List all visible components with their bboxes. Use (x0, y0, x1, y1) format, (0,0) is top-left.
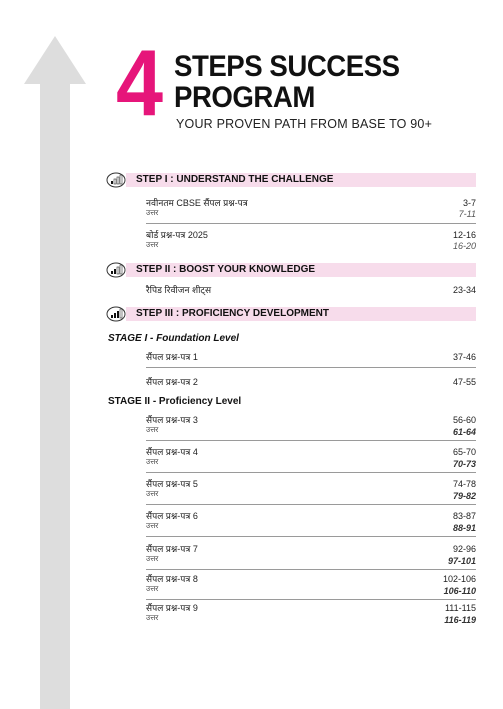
title-line-2: PROGRAM (174, 81, 315, 114)
step-1-header (106, 172, 476, 188)
separator (146, 472, 476, 473)
toc-entry-pages: 37-46 (452, 352, 476, 362)
toc-entry-pages: 56-60 (452, 415, 476, 425)
toc-entry-sub-pages: 88-91 (452, 523, 476, 533)
separator (146, 536, 476, 537)
toc-entry-sub-pages: 97-101 (447, 556, 476, 566)
toc-entry-sub: उत्तर (146, 489, 159, 498)
toc-entry-title[interactable]: बोर्ड प्रश्न-पत्र 2025 (146, 230, 208, 240)
stage-1-label: STAGE I - Foundation Level (108, 333, 239, 344)
title-line-1: STEPS SUCCESS (174, 50, 400, 83)
toc-entry-sub-pages: 79-82 (452, 491, 476, 501)
toc-entry-pages: 3-7 (462, 198, 476, 208)
toc-entry-title[interactable]: सैंपल प्रश्न-पत्र 2 (146, 377, 198, 387)
toc-entry-pages: 92-96 (452, 544, 476, 554)
toc-entry-sub-pages: 70-73 (452, 459, 476, 469)
toc-entry-title[interactable]: सैंपल प्रश्न-पत्र 9 (146, 603, 198, 613)
separator (146, 569, 476, 570)
toc-entry-sub-pages: 106-110 (443, 586, 476, 596)
step-2-header (106, 262, 476, 278)
toc-entry-pages: 65-70 (452, 447, 476, 457)
toc-entry-pages: 12-16 (452, 230, 476, 240)
toc-entry-sub-pages: 61-64 (452, 427, 476, 437)
separator (146, 367, 476, 368)
toc-entry-title[interactable]: रैपिड रिवीजन शीट्स (146, 285, 212, 295)
signal-bars-icon (106, 306, 126, 322)
toc-entry-sub: उत्तर (146, 613, 159, 622)
subtitle: YOUR PROVEN PATH FROM BASE TO 90+ (176, 117, 433, 131)
separator (146, 599, 476, 600)
separator (146, 504, 476, 505)
big-number-four: 4 (116, 30, 162, 135)
toc-entry-sub: उत्तर (146, 554, 159, 563)
toc-entry-title[interactable]: सैंपल प्रश्न-पत्र 5 (146, 479, 198, 489)
step-label: STEP II : BOOST YOUR KNOWLEDGE (136, 264, 316, 275)
toc-entry-title[interactable]: सैंपल प्रश्न-पत्र 4 (146, 447, 198, 457)
toc-entry-sub-pages: 116-119 (444, 615, 476, 625)
toc-entry-title[interactable]: सैंपल प्रश्न-पत्र 1 (146, 352, 198, 362)
toc-entry-title[interactable]: सैंपल प्रश्न-पत्र 7 (146, 544, 198, 554)
toc-entry-pages: 102-106 (442, 574, 476, 584)
toc-entry-sub: उत्तर (146, 240, 159, 249)
toc-entry-sub: उत्तर (146, 457, 159, 466)
signal-bars-icon (106, 172, 126, 188)
toc-entry-sub: उत्तर (146, 584, 159, 593)
toc-entry-title[interactable]: सैंपल प्रश्न-पत्र 3 (146, 415, 198, 425)
progress-arrow (0, 0, 110, 709)
toc-entry-pages: 111-115 (444, 603, 476, 613)
step-label: STEP III : PROFICIENCY DEVELOPMENT (136, 308, 329, 319)
separator (146, 223, 476, 224)
toc-entry-pages: 83-87 (452, 511, 476, 521)
toc-entry-sub: उत्तर (146, 208, 159, 217)
toc-entry-title[interactable]: सैंपल प्रश्न-पत्र 6 (146, 511, 198, 521)
toc-entry-sub: उत्तर (146, 425, 159, 434)
toc-entry-title[interactable]: नवीनतम CBSE सैंपल प्रश्न-पत्र (146, 198, 248, 208)
toc-entry-title[interactable]: सैंपल प्रश्न-पत्र 8 (146, 574, 198, 584)
signal-bars-icon (106, 262, 126, 278)
toc-entry-sub: उत्तर (146, 521, 159, 530)
toc-entry-pages: 74-78 (452, 479, 476, 489)
stage-2-label: STAGE II - Proficiency Level (108, 396, 242, 407)
toc-entry-sub-pages: 7-11 (458, 209, 476, 219)
toc-entry-pages: 47-55 (452, 377, 476, 387)
toc-entry-sub-pages: 16-20 (452, 241, 476, 251)
toc-entry-pages: 23-34 (452, 285, 476, 295)
separator (146, 440, 476, 441)
step-label: STEP I : UNDERSTAND THE CHALLENGE (136, 174, 334, 185)
step-3-header (106, 306, 476, 322)
